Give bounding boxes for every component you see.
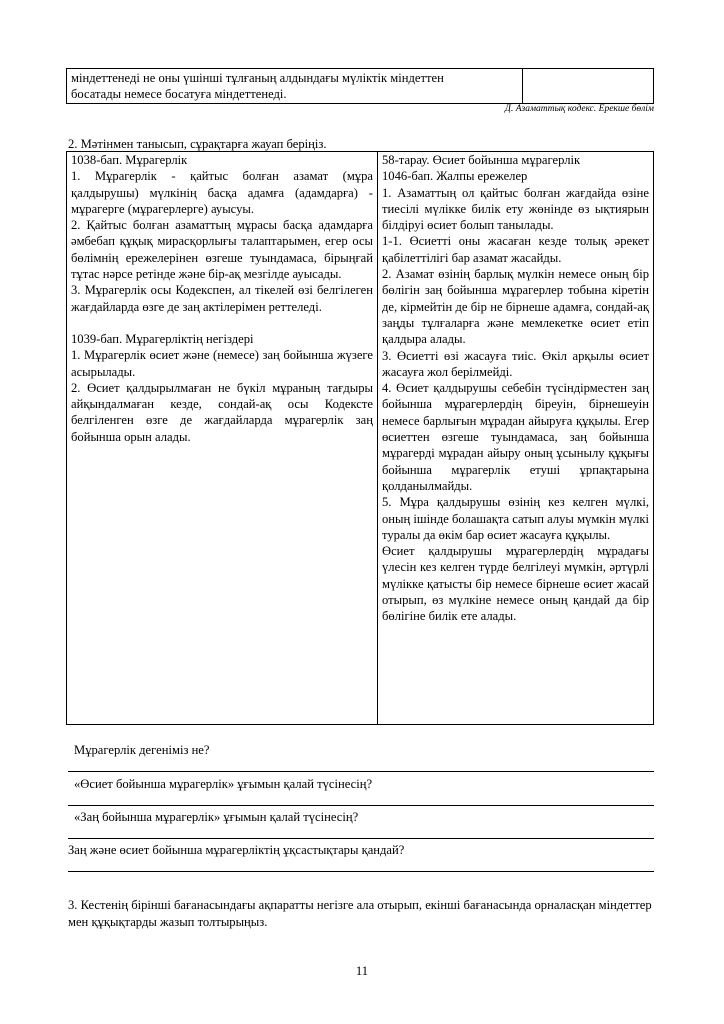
article-1046-p2: 2. Азамат өзінің барлық мүлкін немесе оның бір бөлігін заң бойынша мұрагерлер тобына кіретін де, кірмейтін де бір не бірнеше адамға, сондай-ақ заңды тұлғаларға және мемлекетке өсиет етіп қалдыра алады. [382, 267, 649, 347]
question-1: Мұрагерлік дегеніміз не? [74, 743, 210, 757]
answer-line-3[interactable] [68, 838, 654, 839]
article-1038-p3: 3. Мұрагерлік осы Кодекспен, ал тікелей өзі белгілеген жағдайларда өзге де заң актілерімен реттеледі. [71, 283, 373, 314]
article-1038-p2: 2. Қайтыс болған азаматтың мұрасы басқа адамдарға әмбебап құқық мирасқорлығы талаптарымен, егер осы бөлімнің ережелерінен өзгеше туындамаса, бірыңғай тұтас нәрсе ретінде және бір-ақ мезгілде ауысады. [71, 218, 373, 282]
article-1038-p1: 1. Мұрагерлік - қайтыс болған азамат (мұра қалдырушы) мүлкінің басқа адамға (адамдарға) - мұрагерге (мұрагерлерге) ауысуы. [71, 169, 373, 216]
article-1039-p1: 1. Мұрагерлік өсиет және (немесе) заң бойынша жүзеге асырылады. [71, 348, 373, 379]
article-1046-p3: 3. Өсиетті өзі жасауға тиіс. Өкіл арқылы өсиет жасауға жол берілмейді. [382, 348, 649, 379]
top-table-line-1: міндеттенеді не оны үшінші тұлғаның алдындағы мүліктік міндеттен [71, 71, 444, 85]
answer-line-1[interactable] [68, 771, 654, 772]
article-1046-p5: 5. Мұра қалдырушы өзінің кез келген мүлкі, оның ішінде болашақта сатып алуы мүмкін мүлкі туралы да өкім бар өсиет жасауға құқылы. [382, 495, 649, 542]
answer-line-4[interactable] [68, 871, 654, 872]
article-1046-p4: 4. Өсиет қалдырушы себебін түсіндірместен заң бойынша мұрагерлердің біреуін, бірнешеуін немесе барлығын мұрадан айыруға құқылы. Егер өсиеттен өзгеше туындамаса, заң бойынша мұрагерді мұрадан айыру оның ұсынылу құқығы бойынша мұрагерлік етуші ұрпақтарына қолданылмайды. [382, 381, 649, 493]
article-1039-title: 1039-бап. Мұрагерліктің негіздері [71, 331, 254, 346]
top-table-fragment [66, 68, 654, 104]
question-2: «Өсиет бойынша мұрагерлік» ұғымын қалай түсінесің? [74, 777, 373, 791]
answer-line-2[interactable] [68, 805, 654, 806]
article-1039-p2: 2. Өсиет қалдырылмаған не бүкіл мұраның тағдыры айқындалмаған кезде, сондай-ақ осы Кодексте белгіленген өзге де жағдайларда мұрагерлік заң бойынша орын алады. [71, 380, 373, 444]
task-2-heading: 2. Мәтінмен танысып, сұрақтарға жауап беріңіз. [68, 137, 327, 151]
question-4: Заң және өсиет бойынша мұрагерліктің ұқсастықтары қандай? [68, 843, 405, 857]
article-1046-p1-1: 1-1. Өсиетті оны жасаған кезде толық әрекет қабілеттілігі бар азамат жасайды. [382, 234, 649, 265]
right-column [378, 152, 653, 724]
task-3-instructions: 3. Кестенің бірінші бағанасындағы ақпаратты негізге ала отырып, екінші бағанасында орналасқан міндеттер мен құқықтарды жазып толтырыңыз. [68, 898, 652, 929]
top-table-cell [67, 69, 523, 103]
law-text-table [66, 151, 654, 725]
chapter-58-title: 58-тарау. Өсиет бойынша мұрагерлік [382, 153, 581, 167]
article-1038-title: 1038-бап. Мұрагерлік [71, 153, 188, 167]
article-1046-p6: Өсиет қалдырушы мұрагерлердің мұрадағы үлесін кез келген түрде белгілеуі мүмкін, әртүрлі мүлікке қатысты бір немесе бірнеше өсиет жасай отырып, өз мүлкіне немесе оның қандай да бір бөлігіне билік ете алады. [382, 544, 649, 624]
source-citation: Д. Азаматтық кодекс. Ерекше бөлім [504, 104, 654, 114]
top-table-line-2: босатады немесе босатуға міндеттенеді. [71, 87, 287, 101]
left-column [67, 152, 378, 724]
article-1046-title: 1046-бап. Жалпы ережелер [382, 169, 528, 184]
page-number: 11 [355, 964, 369, 978]
article-1046-p1: 1. Азаматтың ол қайтыс болған жағдайда өзіне тиесілі мүлікке билік ету жөнінде өз ықтиярын білдіруі өсиет болып танылады. [382, 185, 649, 233]
question-3: «Заң бойынша мұрагерлік» ұғымын қалай түсінесің? [74, 810, 359, 824]
spacer [71, 315, 373, 331]
